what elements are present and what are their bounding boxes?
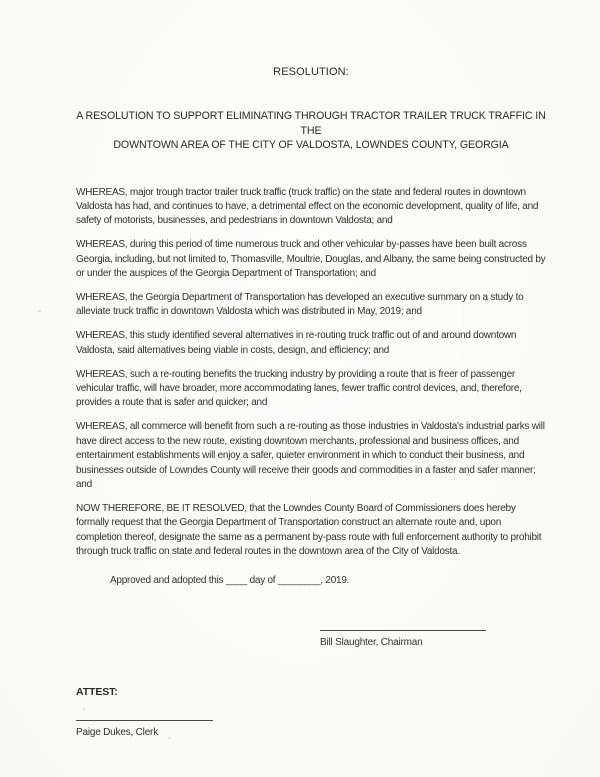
document-title-line-1: A RESOLUTION TO SUPPORT ELIMINATING THROUGH TRACTOR TRAILER TRUCK TRAFFIC IN THE (76, 110, 546, 137)
document-kicker: RESOLUTION: (273, 66, 349, 78)
adoption-date-line: Approved and adopted this ____ day of ________, 2019. (110, 575, 350, 587)
scan-speckle (38, 310, 41, 312)
document-title (76, 109, 546, 153)
scan-speckle (83, 708, 85, 710)
whereas-paragraph-2: WHEREAS, during this period of time numerous truck and other vehicular by-passes have been built across Georgia, including, but not limited to, Thomasville, Moultrie, Douglas, and Albany, the same being constructed by or under the auspices of the Georgia Department of Transportation; and (76, 239, 546, 280)
scan-speckle (112, 583, 116, 585)
whereas-paragraph-3: WHEREAS, the Georgia Department of Transportation has developed an executive summary on a study to alleviate truck traffic in downtown Valdosta which was distributed in May, 2019; and (76, 291, 524, 318)
attest-label: ATTEST: (76, 686, 118, 699)
scan-speckle (168, 737, 171, 739)
document-column (76, 66, 546, 738)
clerk-signature-block (76, 720, 213, 738)
chairman-signature-block (320, 630, 486, 648)
chairman-signature-name: Bill Slaughter, Chairman (320, 637, 423, 649)
clerk-signature-name: Paige Dukes, Clerk (76, 727, 158, 739)
document-body (76, 186, 546, 560)
whereas-paragraph-5: WHEREAS, such a re-routing benefits the trucking industry by providing a route that is freer of passenger vehicular traffic, will have broader, more accommodating lanes, fewer traffic control devices, and, therefore, provides a route that is safer and quicker; and (76, 368, 522, 409)
whereas-paragraph-1: WHEREAS, major trough tractor trailer truck traffic (truck traffic) on the state and federal routes in downtown Valdosta has had, and continues to have, a detrimental effect on the economic development, quality of life, and safety of motorists, businesses, and pedestrians in downtown Valdosta; and (76, 186, 539, 227)
document-title-line-2: DOWNTOWN AREA OF THE CITY OF VALDOSTA, LOWNDES COUNTY, GEORGIA (113, 139, 509, 151)
whereas-paragraph-6: WHEREAS, all commerce will benefit from such a re-routing as those industries in Valdosta's industrial parks will have direct access to the new route, existing downtown merchants, professional and business offices, and entertainment establishments will enjoy a safer, quieter environment in which to conduct their business, and businesses outside of Lowndes County will receive their goods and commodities in a faster and safer manner; and (76, 421, 545, 490)
resolved-paragraph: NOW THEREFORE, BE IT RESOLVED, that the Lowndes County Board of Commissioners does hereby formally request that the Georgia Department of Transportation construct an alternate route and, upon completion thereof, designate the same as a permanent by-pass route with full enforcement authority to prohibit through truck traffic on state and federal routes in the downtown area of the City of Valdosta. (76, 502, 542, 558)
clerk-signature-line (76, 720, 213, 721)
chairman-signature-line (320, 630, 486, 631)
whereas-paragraph-4: WHEREAS, this study identified several alternatives in re-routing truck traffic out of and around downtown Valdosta, said alternatives being viable in costs, design, and efficiency; and (76, 330, 517, 356)
